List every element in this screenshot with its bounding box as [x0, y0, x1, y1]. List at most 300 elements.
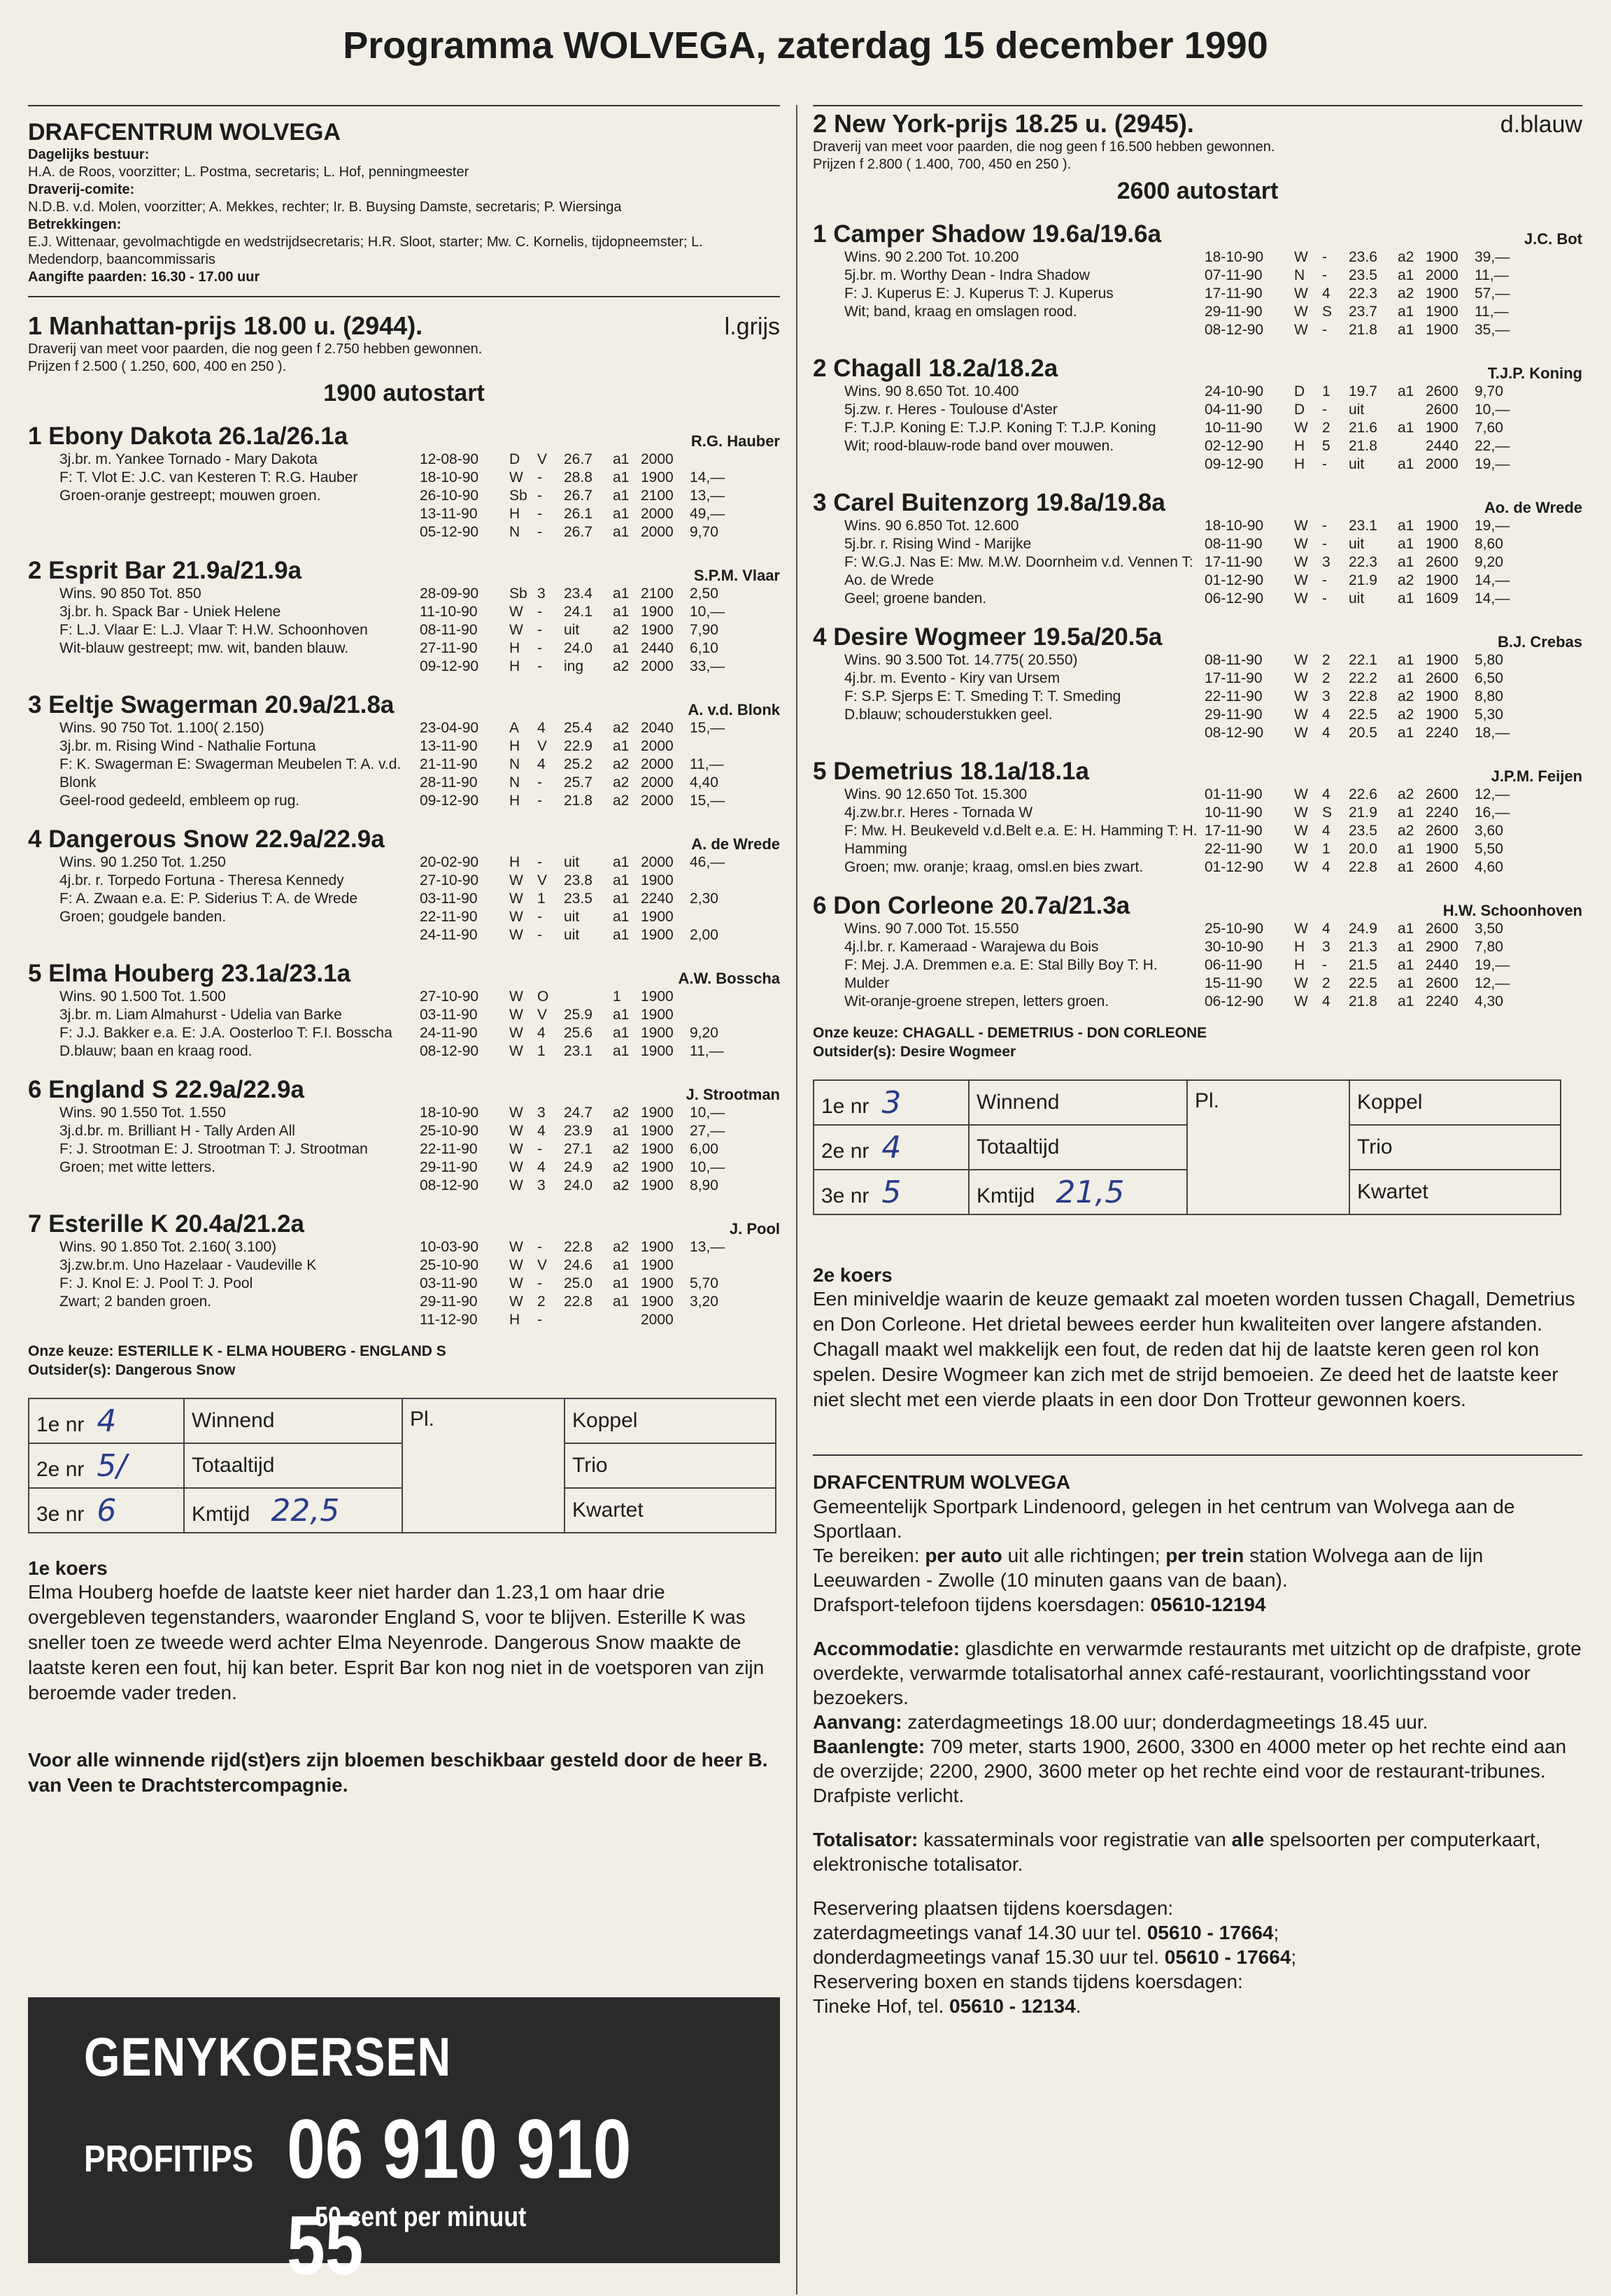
result-cell: a1	[1398, 554, 1414, 570]
result-cell	[690, 1311, 739, 1329]
result-cell: a1	[1398, 518, 1414, 534]
result-row	[1205, 993, 1582, 1011]
horse-name: 3 Eeltje Swagerman 20.9a/21.8a	[28, 691, 395, 718]
tip-row	[29, 1398, 776, 1443]
tip-field	[184, 1488, 402, 1533]
horse-info-line: F: T. Vlot E: J.C. van Kesteren T: R.G. Hauber	[59, 469, 358, 486]
result-cell: 21.8	[1349, 322, 1377, 338]
tip-nr	[29, 1443, 184, 1488]
result-cell: 18-10-90	[1205, 518, 1264, 534]
horse-entry	[813, 623, 1582, 742]
result-cell: 24.0	[564, 640, 592, 656]
result-cell: H	[509, 793, 520, 809]
tip-field-label: Kmtijd	[192, 1502, 250, 1526]
result-row	[1205, 401, 1582, 419]
horse-info-line: Wins. 90 12.650 Tot. 15.300	[844, 786, 1028, 802]
race2-tip-table	[813, 1079, 1561, 1215]
result-cell: 2000	[641, 774, 674, 791]
result-cell: a1	[1398, 725, 1414, 741]
race1-head	[28, 311, 780, 341]
result-cell: 1900	[1426, 304, 1459, 320]
result-cell: 20-02-90	[420, 854, 479, 870]
result-cell: 2000	[641, 738, 674, 754]
result-cell: a1	[613, 854, 630, 870]
horse-body	[813, 786, 1582, 877]
result-row	[420, 792, 780, 810]
result-cell: H	[1294, 438, 1305, 454]
result-row	[420, 505, 780, 523]
result-cell: 2000	[641, 524, 674, 540]
result-cell: 03-11-90	[420, 891, 478, 907]
horse-name: 1 Ebony Dakota 26.1a/26.1a	[28, 423, 348, 450]
flowers-notice: Voor alle winnende rijd(st)ers zijn bloemen beschikbaar gesteld door de heer B. van Veen te Drachtstercompagnie.	[28, 1749, 768, 1796]
result-cell: uit	[564, 854, 580, 870]
result-cell: 27.1	[564, 1141, 592, 1157]
horse-trainer: A. v.d. Blonk	[688, 701, 780, 718]
result-row	[420, 1024, 780, 1042]
txt: uit alle richtingen;	[1002, 1545, 1166, 1566]
result-cell: uit	[1349, 456, 1365, 472]
horse-body	[28, 451, 780, 541]
result-cell: 23.5	[564, 891, 592, 907]
result-cell: -	[537, 604, 542, 620]
result-row	[1205, 956, 1582, 975]
tip-field-label: Winnend	[192, 1409, 275, 1432]
horse-name: 2 Esprit Bar 21.9a/21.9a	[28, 557, 302, 584]
result-cell: 06-12-90	[1205, 590, 1264, 607]
result-cell: 1900	[641, 1257, 674, 1273]
result-cell: a1	[1398, 420, 1414, 436]
result-cell: 12,—	[1475, 975, 1510, 991]
tip-nr-label: 1e nr	[821, 1094, 870, 1118]
divider	[28, 296, 780, 297]
tip-nr	[29, 1488, 184, 1533]
result-cell: 01-12-90	[1205, 859, 1264, 875]
lbl: Baanlengte:	[813, 1736, 925, 1757]
result-cell: D	[1294, 383, 1305, 399]
race1-choice-text: Onze keuze: ESTERILLE K - ELMA HOUBERG - ENGLAND S	[28, 1343, 446, 1359]
race2-color: d.blauw	[1500, 111, 1582, 138]
horse-info-line: Wit; band, kraag en omslagen rood.	[844, 304, 1077, 320]
result-cell: -	[537, 1239, 542, 1255]
result-cell: 15,—	[690, 720, 725, 736]
horse-top	[28, 825, 780, 853]
result-cell: 8,90	[690, 1177, 718, 1193]
result-cell: -	[1322, 957, 1327, 973]
result-cell: H	[509, 658, 520, 674]
result-cell: 4	[537, 1159, 546, 1175]
result-cell: a2	[613, 1105, 630, 1121]
result-cell: 25.2	[564, 756, 592, 772]
result-cell: 4	[1322, 823, 1330, 839]
result-cell: -	[1322, 402, 1327, 418]
header-text: E.J. Wittenaar, gevolmachtigde en wedstrijdsecretaris; H.R. Sloot, starter; Mw. C. Kornelis, tijdopneemster; L. Medendorp, baancommissaris	[28, 234, 703, 267]
info-res5: Tineke Hof, tel. 05610 - 12134.	[813, 1995, 1081, 2017]
result-row	[420, 853, 780, 872]
result-cell: V	[537, 1007, 548, 1023]
result-cell: W	[1294, 652, 1308, 668]
result-row	[420, 719, 780, 737]
result-cell: D	[1294, 402, 1305, 418]
result-cell: 26.1	[564, 506, 592, 522]
result-cell: 26.7	[564, 488, 592, 504]
result-cell: 9,70	[690, 524, 718, 540]
horse-info-line: F: S.P. Sjerps E: T. Smeding T: T. Smeding	[844, 688, 1121, 704]
result-cell: -	[1322, 518, 1327, 534]
result-cell: -	[537, 1275, 542, 1291]
info-p2	[813, 1543, 1582, 1592]
result-cell: W	[509, 891, 523, 907]
result-cell: 08-12-90	[1205, 725, 1264, 741]
result-cell: 25.0	[564, 1275, 592, 1291]
info-res3: donderdagmeetings vanaf 15.30 uur tel. 05610 - 17664;	[813, 1946, 1297, 1968]
result-row	[1205, 248, 1582, 267]
result-cell: 29-11-90	[1205, 707, 1263, 723]
result-cell: a2	[613, 1239, 630, 1255]
result-cell	[690, 1006, 739, 1024]
result-cell: 2000	[641, 451, 674, 467]
result-row	[420, 756, 780, 774]
result-row	[1205, 553, 1582, 572]
horse-info-line: Wit-blauw gestreept; mw. wit, banden blauw.	[59, 640, 349, 656]
horse-name: 6 Don Corleone 20.7a/21.3a	[813, 892, 1130, 919]
horse-info-line: Groen; mw. oranje; kraag, omsl.en bies zwart.	[844, 859, 1144, 875]
race2-horses	[813, 220, 1582, 1011]
result-cell: W	[1294, 590, 1308, 607]
horse-trainer: R.G. Hauber	[690, 432, 780, 450]
result-cell: 1900	[1426, 249, 1459, 265]
result-cell	[690, 737, 739, 756]
result-cell: 2900	[1426, 939, 1459, 955]
result-cell: W	[509, 469, 523, 486]
result-cell: W	[1294, 805, 1308, 821]
result-cell: 10,—	[690, 1159, 725, 1175]
horse-info-line: Wit; rood-blauw-rode band over mouwen.	[844, 438, 1114, 454]
info-res4: Reservering boxen en stands tijdens koersdagen:	[813, 1971, 1243, 1992]
horse-results	[420, 1238, 780, 1329]
result-cell: -	[537, 1312, 542, 1328]
result-row	[420, 639, 780, 658]
race2-prizes: Prijzen f 2.800 ( 1.400, 700, 450 en 250 ).	[813, 157, 1072, 172]
ad-number: 06 910 910 55	[287, 2102, 632, 2293]
result-cell: W	[1294, 841, 1308, 857]
tip-pl-label: Pl.	[1195, 1089, 1220, 1112]
result-cell: 12,—	[1475, 786, 1510, 802]
horse-info-line: Groen-oranje gestreept; mouwen groen.	[59, 488, 321, 504]
tip-nr-label: 3e nr	[36, 1502, 85, 1526]
result-cell: 4,60	[1475, 859, 1503, 875]
horse-info-line: Zwart; 2 banden groen.	[59, 1294, 212, 1310]
horse-name: 6 England S 22.9a/22.9a	[28, 1076, 304, 1103]
result-cell: 13-11-90	[420, 738, 478, 754]
result-row	[1205, 419, 1582, 437]
result-cell: 08-12-90	[1205, 322, 1264, 338]
result-cell: a1	[1398, 383, 1414, 399]
result-cell: -	[537, 1141, 542, 1157]
horse-info-line: F: J. Strootman E: J. Strootman T: J. Strootman	[59, 1141, 368, 1157]
result-cell: -	[537, 658, 542, 674]
result-cell: W	[1294, 304, 1308, 320]
result-cell: 15,—	[690, 793, 725, 809]
result-cell: 1900	[1426, 652, 1459, 668]
result-cell: -	[537, 927, 542, 943]
race2-head	[813, 109, 1582, 139]
result-cell	[1398, 401, 1426, 419]
result-cell: 22-11-90	[420, 909, 478, 925]
result-cell: 1900	[641, 622, 674, 638]
result-cell: 23.6	[1349, 249, 1377, 265]
horse-info-line: 3j.br. h. Spack Bar - Uniek Helene	[59, 604, 281, 620]
result-cell: 2600	[1426, 402, 1459, 418]
result-cell: a1	[613, 872, 630, 888]
horse-entry	[28, 825, 780, 944]
result-cell	[690, 1256, 739, 1275]
result-cell: 18-10-90	[420, 469, 479, 486]
result-cell: 4	[1322, 285, 1330, 302]
result-cell: 3,50	[1475, 921, 1503, 937]
horse-info-line: F: T.J.P. Koning E: T.J.P. Koning T: T.J.P. Koning	[844, 420, 1156, 436]
horse-info-line: Wins. 90 1.850 Tot. 2.160( 3.100)	[59, 1239, 277, 1255]
horse-info-line: Wins. 90 1.550 Tot. 1.550	[59, 1105, 226, 1121]
result-cell: 19,—	[1475, 518, 1510, 534]
result-row	[1205, 938, 1582, 956]
result-cell: W	[1294, 707, 1308, 723]
race2-koers-text: Een miniveldje waarin de keuze gemaakt zal moeten worden tussen Chagall, Demetrius en Don Corleone. Het drietal bewees eerder hun kwaliteiten over langere afstanden. Chagall maakt wel makkelijk een fout, de reden dat hij de laatste keren geen rol kon spelen. Desire Wogmeer kan zich met de strijd bemoeien. Ze deed het de laatste keer niet slecht met een vierde plaats in een door Don Trotteur gewonnen koers.	[813, 1288, 1575, 1410]
result-row	[420, 908, 780, 926]
txt: Tineke Hof, tel.	[813, 1995, 950, 2017]
result-cell: -	[1322, 456, 1327, 472]
horse-body	[813, 920, 1582, 1011]
race2-koers-head: 2e koers	[813, 1264, 893, 1286]
horse-results	[1205, 786, 1582, 877]
result-cell: V	[537, 872, 548, 888]
result-cell: 4	[1322, 921, 1330, 937]
column-divider	[796, 105, 797, 2295]
lbl: Totalisator:	[813, 1829, 918, 1850]
result-cell: a1	[1398, 322, 1414, 338]
result-cell: 09-12-90	[1205, 456, 1264, 472]
result-cell: W	[1294, 670, 1308, 686]
horse-info-line: Wins. 90 1.500 Tot. 1.500	[59, 988, 226, 1005]
result-cell: 22,—	[1475, 438, 1510, 454]
result-cell: 3	[537, 586, 546, 602]
result-cell: 22.3	[1349, 554, 1377, 570]
result-cell: 24-11-90	[420, 927, 478, 943]
result-cell: a2	[613, 1159, 630, 1175]
result-row	[420, 872, 780, 890]
result-cell: 24.9	[1349, 921, 1377, 937]
result-cell: 7,90	[690, 622, 718, 638]
result-cell: 10,—	[690, 604, 725, 620]
result-cell: N	[509, 756, 520, 772]
tip-nr-value: 5/	[97, 1447, 127, 1484]
horse-trainer: J.P.M. Feijen	[1491, 767, 1582, 785]
result-cell: a2	[1398, 572, 1414, 588]
horse-trainer: A. de Wrede	[691, 835, 780, 853]
result-cell: 1900	[1426, 707, 1459, 723]
horse-info	[813, 248, 1205, 339]
result-cell: 25-10-90	[420, 1257, 479, 1273]
result-cell: 27-11-90	[420, 640, 478, 656]
result-cell: a1	[1398, 939, 1414, 955]
result-row	[1205, 706, 1582, 724]
tip-row	[814, 1080, 1561, 1125]
result-cell: -	[537, 622, 542, 638]
race1-horses	[28, 423, 780, 1329]
result-cell: 11,—	[1475, 304, 1509, 320]
result-cell: 23.5	[1349, 267, 1377, 283]
result-cell: 25.6	[564, 1025, 592, 1041]
result-cell: 27-10-90	[420, 988, 479, 1005]
horse-body	[28, 719, 780, 810]
race1-tip-table	[28, 1398, 776, 1533]
tip-nr-label: 2e nr	[36, 1457, 85, 1481]
horse-trainer: B.J. Crebas	[1497, 633, 1582, 651]
tip-bet-label: Kwartet	[572, 1498, 644, 1522]
horse-body	[813, 383, 1582, 474]
horse-info-line: 3j.d.br. m. Brilliant H - Tally Arden All	[59, 1123, 295, 1139]
horse-entry	[813, 758, 1582, 877]
horse-info-line: Wit-oranje-groene strepen, letters groen.	[844, 993, 1109, 1009]
result-cell: 2000	[1426, 267, 1459, 283]
result-cell: 22.6	[1349, 786, 1377, 802]
result-cell: 3	[537, 1105, 546, 1121]
result-cell: 1900	[641, 1141, 674, 1157]
page-title: Programma WOLVEGA, zaterdag 15 december 1990	[343, 24, 1268, 66]
result-cell	[564, 1311, 613, 1329]
result-row	[420, 469, 780, 487]
result-cell: a2	[613, 1177, 630, 1193]
txt-bold: per trein	[1165, 1545, 1244, 1566]
result-row	[1205, 804, 1582, 822]
horse-entry	[28, 1076, 780, 1195]
phone: 05610 - 17664	[1147, 1922, 1274, 1943]
txt: glasdichte en verwarmde restaurants met uitzicht op de drafpiste, grote overdekte, verwarmde totalisatorhal annex café-restaurant, voorlichtingsstand voor bezoekers.	[813, 1638, 1582, 1708]
result-cell: a1	[613, 524, 630, 540]
result-cell: 1900	[641, 1007, 674, 1023]
left-column	[28, 105, 780, 1798]
result-cell: 01-11-90	[1205, 786, 1263, 802]
tip-bet-label: Trio	[1357, 1135, 1393, 1158]
result-row	[1205, 651, 1582, 669]
result-cell: 23.5	[1349, 823, 1377, 839]
result-cell: 4	[1322, 707, 1330, 723]
result-cell: W	[509, 1105, 523, 1121]
horse-results	[1205, 383, 1582, 474]
result-cell: 17-11-90	[1205, 285, 1263, 302]
result-cell: W	[509, 988, 523, 1005]
result-cell: W	[509, 927, 523, 943]
horse-info-line: 3j.zw.br.m. Uno Hazelaar - Vaudeville K	[59, 1257, 317, 1273]
horse-info	[28, 719, 420, 810]
horse-body	[28, 1238, 780, 1329]
horse-results	[420, 585, 780, 676]
result-cell: a1	[613, 451, 630, 467]
result-cell: W	[509, 1043, 523, 1059]
result-cell: -	[1322, 590, 1327, 607]
result-cell: a1	[613, 891, 630, 907]
result-cell: 11,—	[690, 1043, 724, 1059]
result-cell: 1900	[1426, 688, 1459, 704]
result-cell: W	[1294, 975, 1308, 991]
result-cell: 3	[1322, 688, 1330, 704]
result-cell: 6,50	[1475, 670, 1503, 686]
result-cell: 06-12-90	[1205, 993, 1264, 1009]
result-row	[420, 585, 780, 603]
result-cell: a2	[1398, 786, 1414, 802]
result-cell: a1	[613, 506, 630, 522]
horse-results	[420, 719, 780, 810]
horse-entry	[28, 960, 780, 1061]
divider	[813, 1454, 1582, 1456]
result-cell: 1	[1322, 841, 1330, 857]
tip-kmtijd-value: 22,5	[271, 1492, 340, 1529]
info-block	[813, 1470, 1582, 2018]
result-cell: a1	[1398, 993, 1414, 1009]
horse-top	[28, 960, 780, 988]
horse-body	[813, 248, 1582, 339]
horse-info-line: 4j.br. m. Evento - Kiry van Ursem	[844, 670, 1060, 686]
result-cell: W	[1294, 993, 1308, 1009]
tip-nr-label: 1e nr	[36, 1412, 85, 1436]
result-cell: 01-12-90	[1205, 572, 1264, 588]
result-cell: 27-10-90	[420, 872, 479, 888]
result-cell: 22.3	[1349, 285, 1377, 302]
result-cell: 16,—	[1475, 805, 1510, 821]
txt-bold: per auto	[925, 1545, 1002, 1566]
txt: 709 meter, starts 1900, 2600, 3300 en 4000 meter op het rechte eind aan de overzijde; 2200, 2900, 3600 meter op het rechte eind voor de restaurant-tribunes.	[813, 1736, 1567, 1782]
result-row	[420, 774, 780, 792]
result-cell: Sb	[509, 586, 527, 602]
txt: Drafsport-telefoon tijdens koersdagen:	[813, 1594, 1151, 1615]
result-cell: H	[1294, 939, 1305, 955]
result-cell: 21.8	[1349, 993, 1377, 1009]
result-cell: 2000	[1426, 456, 1459, 472]
horse-entry	[28, 691, 780, 810]
result-cell: a1	[613, 927, 630, 943]
tip-kmtijd-value: 21,5	[1056, 1174, 1125, 1210]
result-cell: 1900	[1426, 518, 1459, 534]
result-cell: 14,—	[690, 469, 725, 486]
result-cell: -	[1322, 267, 1327, 283]
tip-pl	[1187, 1080, 1349, 1214]
horse-info-line: Wins. 90 750 Tot. 1.100( 2.150)	[59, 720, 264, 736]
horse-body	[813, 651, 1582, 742]
result-cell: -	[537, 524, 542, 540]
result-row	[420, 1275, 780, 1293]
tip-bet	[1349, 1080, 1561, 1125]
horse-info-line: 3j.br. m. Liam Almahurst - Udelia van Barke	[59, 1007, 342, 1023]
horse-entry	[28, 557, 780, 676]
result-cell: 11-12-90	[420, 1312, 478, 1328]
result-cell: H	[509, 854, 520, 870]
result-cell: a2	[613, 1141, 630, 1157]
result-cell: 2	[1322, 975, 1330, 991]
result-cell: 2600	[1426, 383, 1459, 399]
result-cell: 46,—	[690, 854, 725, 870]
horse-info	[28, 1238, 420, 1329]
tip-nr-value: 4	[881, 1129, 902, 1165]
result-cell: N	[1294, 267, 1305, 283]
tip-field	[969, 1125, 1187, 1170]
result-cell: 1900	[641, 1159, 674, 1175]
result-cell: 22.9	[564, 738, 592, 754]
result-cell: 17-11-90	[1205, 823, 1263, 839]
result-cell: 2600	[1426, 786, 1459, 802]
horse-results	[1205, 920, 1582, 1011]
result-cell: 26.7	[564, 524, 592, 540]
result-cell: W	[1294, 859, 1308, 875]
